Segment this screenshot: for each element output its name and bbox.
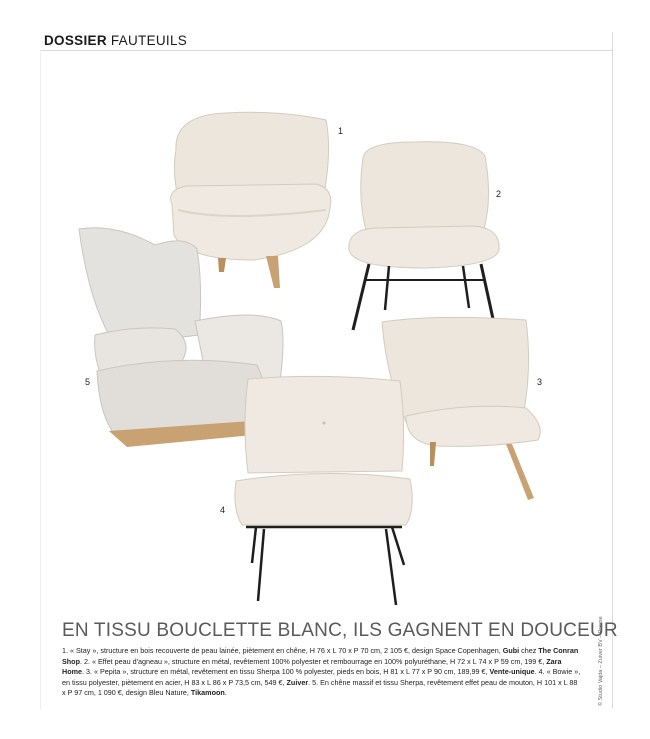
chair-1-label: 1 [338, 126, 344, 136]
chair-5-label: 5 [85, 377, 91, 387]
caption-brand-zara: Zara Home [62, 656, 562, 676]
chair-2-image [345, 140, 505, 332]
caption-brand-zuiver: Zuiver [286, 677, 309, 687]
left-rule [40, 50, 41, 710]
photo-credit: © Studio Vajda – Zuiver BV – Presse [598, 616, 604, 706]
caption-brand-conran: The Conran Shop [62, 646, 579, 666]
caption-text-3: . 2. « Effet peau d'agneau », structure en métal, revêtement 100% polyester et rembourrage en 100% polyuréthane, H 72 x L 74 x P 59 cm, 199 €, [79, 656, 547, 666]
caption-text-4: . 3. « Pepita », structure en métal, revêtement en tissu Sherpa 100 % polyester, pieds en bois, H 81 x L 77 x P 90 cm, 189,99 €, [81, 667, 490, 676]
caption-text-1: 1. « Stay », structure en bois recouverte de peau lainée, piètement en chêne, H 76 x L 70 x P 70 cm, 2 105 €, design Space Copenhagen, [62, 646, 503, 655]
article-headline: EN TISSU BOUCLETTE BLANC, ILS GAGNENT EN DOUCEUR [62, 620, 618, 641]
section-header [44, 33, 187, 48]
caption-brand-tikamoon: Tikamoon [190, 688, 225, 697]
caption-text-2: chez [519, 646, 539, 655]
section-subtitle: FAUTEUILS [110, 33, 188, 48]
caption-brand-gubi: Gubi [502, 646, 520, 655]
product-caption [62, 646, 582, 699]
chair-3-label: 3 [537, 377, 543, 387]
caption-text-5: . 4. « Bowie », en tissu polyester, piètement en acier, H 83 x L 86 x P 73,5 cm, 549 €, [62, 667, 581, 687]
caption-brand-vente-unique: Vente-unique [489, 667, 535, 676]
chair-4-bowie-image [234, 375, 414, 607]
chair-2-label: 2 [496, 189, 502, 199]
caption-text-7: . [224, 688, 227, 697]
caption-text-6: . 5. En chêne massif et tissu Sherpa, revêtement effet peau de mouton, H 101 x L 88 x P 97 cm, 1 090 €, design Bleu Nature, [62, 677, 578, 697]
chair-4-label: 4 [220, 505, 226, 515]
right-rule [612, 32, 613, 708]
section-title: DOSSIER [44, 33, 107, 48]
top-rule [40, 50, 612, 51]
